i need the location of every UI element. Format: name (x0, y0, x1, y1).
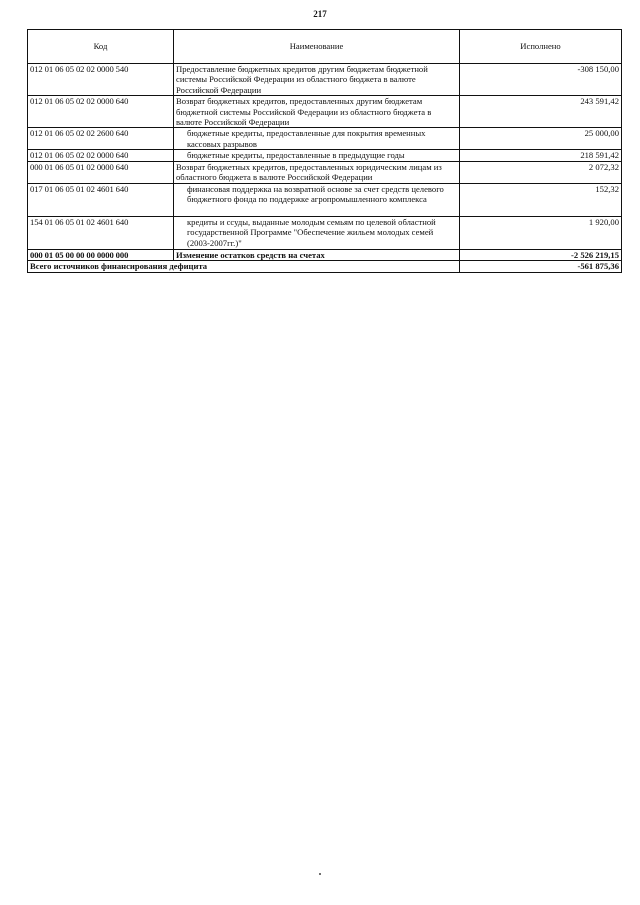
row-name: бюджетные кредиты, предоставленные для покрытия временных кассовых разрывов (174, 128, 460, 150)
table-row (28, 216, 622, 249)
table-row (28, 128, 622, 150)
table-row (28, 150, 622, 161)
row-value: 218 591,42 (460, 150, 622, 161)
table-row (28, 183, 622, 216)
row-code: 012 01 06 05 02 02 0000 540 (28, 64, 174, 96)
row-name: кредиты и ссуды, выданные молодым семьям по целевой областной государственной Программе "Обеспечение жильем молодых семей (2003-2007гг.)" (174, 216, 460, 249)
column-header-name: Наименование (174, 30, 460, 64)
row-name: Изменение остатков средств на счетах (174, 249, 460, 260)
table-row (28, 64, 622, 96)
total-value: -561 875,36 (460, 261, 622, 272)
financing-sources-table (27, 29, 622, 273)
column-header-code: Код (28, 30, 174, 64)
table-header-row (28, 30, 622, 64)
row-code: 012 01 06 05 02 02 0000 640 (28, 96, 174, 128)
row-value: 25 000,00 (460, 128, 622, 150)
footer-mark (319, 873, 321, 875)
total-row (28, 261, 622, 272)
row-code: 154 01 06 05 01 02 4601 640 (28, 216, 174, 249)
table-row (28, 249, 622, 260)
page-number: 217 (313, 9, 327, 19)
table-row (28, 96, 622, 128)
row-code: 012 01 06 05 02 02 2600 640 (28, 128, 174, 150)
row-value: 1 920,00 (460, 216, 622, 249)
row-name: Возврат бюджетных кредитов, предоставленных юридическим лицам из областного бюджета в валюте Российской Федерации (174, 161, 460, 183)
row-code: 000 01 06 05 01 02 0000 640 (28, 161, 174, 183)
table-row (28, 161, 622, 183)
row-value: 2 072,32 (460, 161, 622, 183)
row-name: финансовая поддержка на возвратной основе за счет средств целевого бюджетного фонда по поддержке агропромышленного комплекса (174, 183, 460, 216)
row-code: 017 01 06 05 01 02 4601 640 (28, 183, 174, 216)
row-value: 243 591,42 (460, 96, 622, 128)
row-name: бюджетные кредиты, предоставленные в предыдущие годы (174, 150, 460, 161)
row-code: 000 01 05 00 00 00 0000 000 (28, 249, 174, 260)
column-header-value: Исполнено (460, 30, 622, 64)
row-value: 152,32 (460, 183, 622, 216)
row-value: -2 526 219,15 (460, 249, 622, 260)
row-code: 012 01 06 05 02 02 0000 640 (28, 150, 174, 161)
row-name: Возврат бюджетных кредитов, предоставленных другим бюджетам бюджетной системы Российской Федерации из областного бюджета в валюте Российской Федерации (174, 96, 460, 128)
row-name: Предоставление бюджетных кредитов другим бюджетам бюджетной системы Российской Федерации из областного бюджета в валюте Российской Федерации (174, 64, 460, 96)
row-value: -308 150,00 (460, 64, 622, 96)
total-label: Всего источников финансирования дефицита (28, 261, 460, 272)
